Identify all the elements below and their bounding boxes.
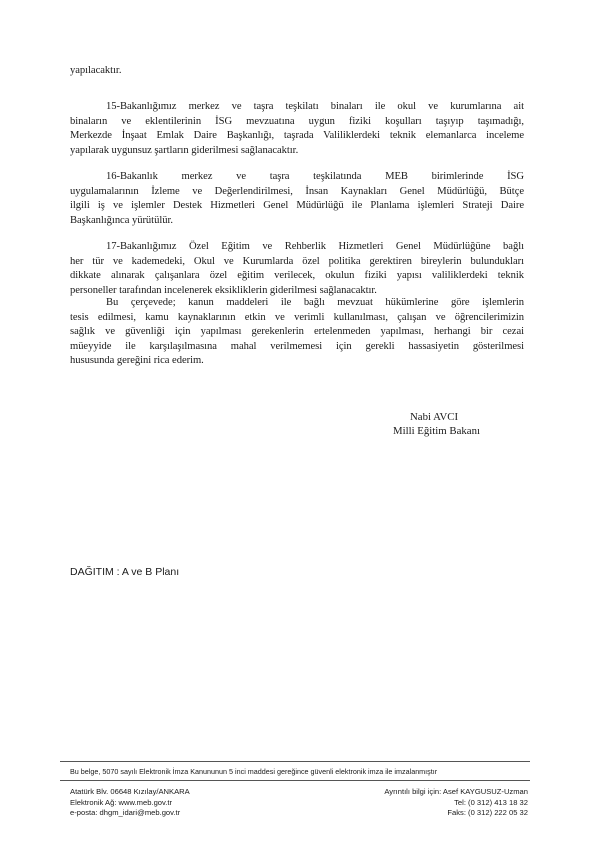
paragraph-16 <box>70 170 524 228</box>
text-line: Merkezde İnşaat Emlak Daire Başkanlığı, taşrada Valiliklerdeki teknik elemanlarca inceleme <box>70 130 524 142</box>
text-line: 16-Bakanlık merkez ve taşra teşkilatında MEB birimlerinde İSG <box>106 171 524 182</box>
footer-address <box>70 787 190 819</box>
paragraph-17 <box>70 240 524 298</box>
text-line: müeyyide ile karşılaşılmasına mahal verilmemesi için gerekli hassasiyetin gösterilmesi <box>70 340 524 352</box>
signatory-name: Nabi AVCI <box>410 411 459 423</box>
footer-fax: Faks: (0 312) 222 05 32 <box>447 808 528 818</box>
text-line: her tür ve kademedeki, Okul ve Kurumlarda özel politika gerektiren bireylerin bulundukları <box>70 255 524 267</box>
text-line: sağlık ve güvenliği için yapılması gerekenlerin ertelenmeden yapılması, herhangi bir cezai <box>70 326 524 338</box>
text-line: yapılacaktır. <box>70 65 122 76</box>
text-line: 17-Bakanlığımız Özel Eğitim ve Rehberlik Hizmetleri Genel Müdürlüğüne bağlı <box>106 241 524 252</box>
text-line: personeller tarafından incelenerek eksikliklerin giderilmesi sağlanacaktır. <box>70 284 377 296</box>
text-line: binaların ve eklentilerinin İSG mevzuatına uygun fiziki koşulları taşıyıp taşımadığı, <box>70 115 524 127</box>
text-line: tesis edilmesi, kamu kaynaklarının etkin ve verimli kullanılması, çalışan ve öğrencilerimizin <box>70 311 524 323</box>
closing-paragraph <box>70 296 524 369</box>
footer-address-line: Atatürk Blv. 06648 Kızılay/ANKARA <box>70 787 190 796</box>
text-line: Başkanlığınca yürütülür. <box>70 214 173 226</box>
distribution-line: DAĞITIM : A ve B Planı <box>70 566 180 578</box>
text-line: uygulamalarının İzleme ve Değerlendirilmesi, İnsan Kaynakları Genel Müdürlüğü, Bütçe <box>70 185 524 197</box>
footer-contact <box>384 787 528 819</box>
footer-divider-bottom <box>60 780 530 781</box>
footer-email: e-posta: dhgm_idari@meb.gov.tr <box>70 808 181 818</box>
text-line: hususunda gereğini rica ederim. <box>70 355 204 367</box>
esign-note: Bu belge, 5070 sayılı Elektronik İmza Kanununun 5 inci maddesi gereğince güvenli elektronik imza ile imzalanmıştır <box>70 767 438 776</box>
footer-contact-person: Ayrıntılı bilgi için: Asef KAYGUSUZ-Uzman <box>384 787 528 796</box>
footer-website: Elektronik Ağ: www.meb.gov.tr <box>70 797 172 807</box>
text-line: yapılarak uygunsuz şartların giderilmesi sağlanacaktır. <box>70 144 299 156</box>
footer-divider-top <box>60 761 530 762</box>
text-line: 15-Bakanlığımız merkez ve taşra teşkilatı binaları ile okul ve kurumlarına ait <box>106 101 524 112</box>
text-line: ilgili iş ve işlemler Destek Hizmetleri Genel Müdürlüğü ile Planlama işlemleri Strateji Daire <box>70 200 524 212</box>
signatory-title: Milli Eğitim Bakanı <box>393 425 480 437</box>
continuation-text <box>70 64 524 79</box>
text-line: dikkate alınarak çalışanlara özel eğitim verilecek, okulun fiziki yapısı valiliklerdeki teknik <box>70 270 524 282</box>
footer-phone: Tel: (0 312) 413 18 32 <box>454 797 528 807</box>
text-line: Bu çerçevede; kanun maddeleri ile bağlı mevzuat hükümlerine göre işlemlerin <box>106 297 524 308</box>
paragraph-15 <box>70 100 524 158</box>
